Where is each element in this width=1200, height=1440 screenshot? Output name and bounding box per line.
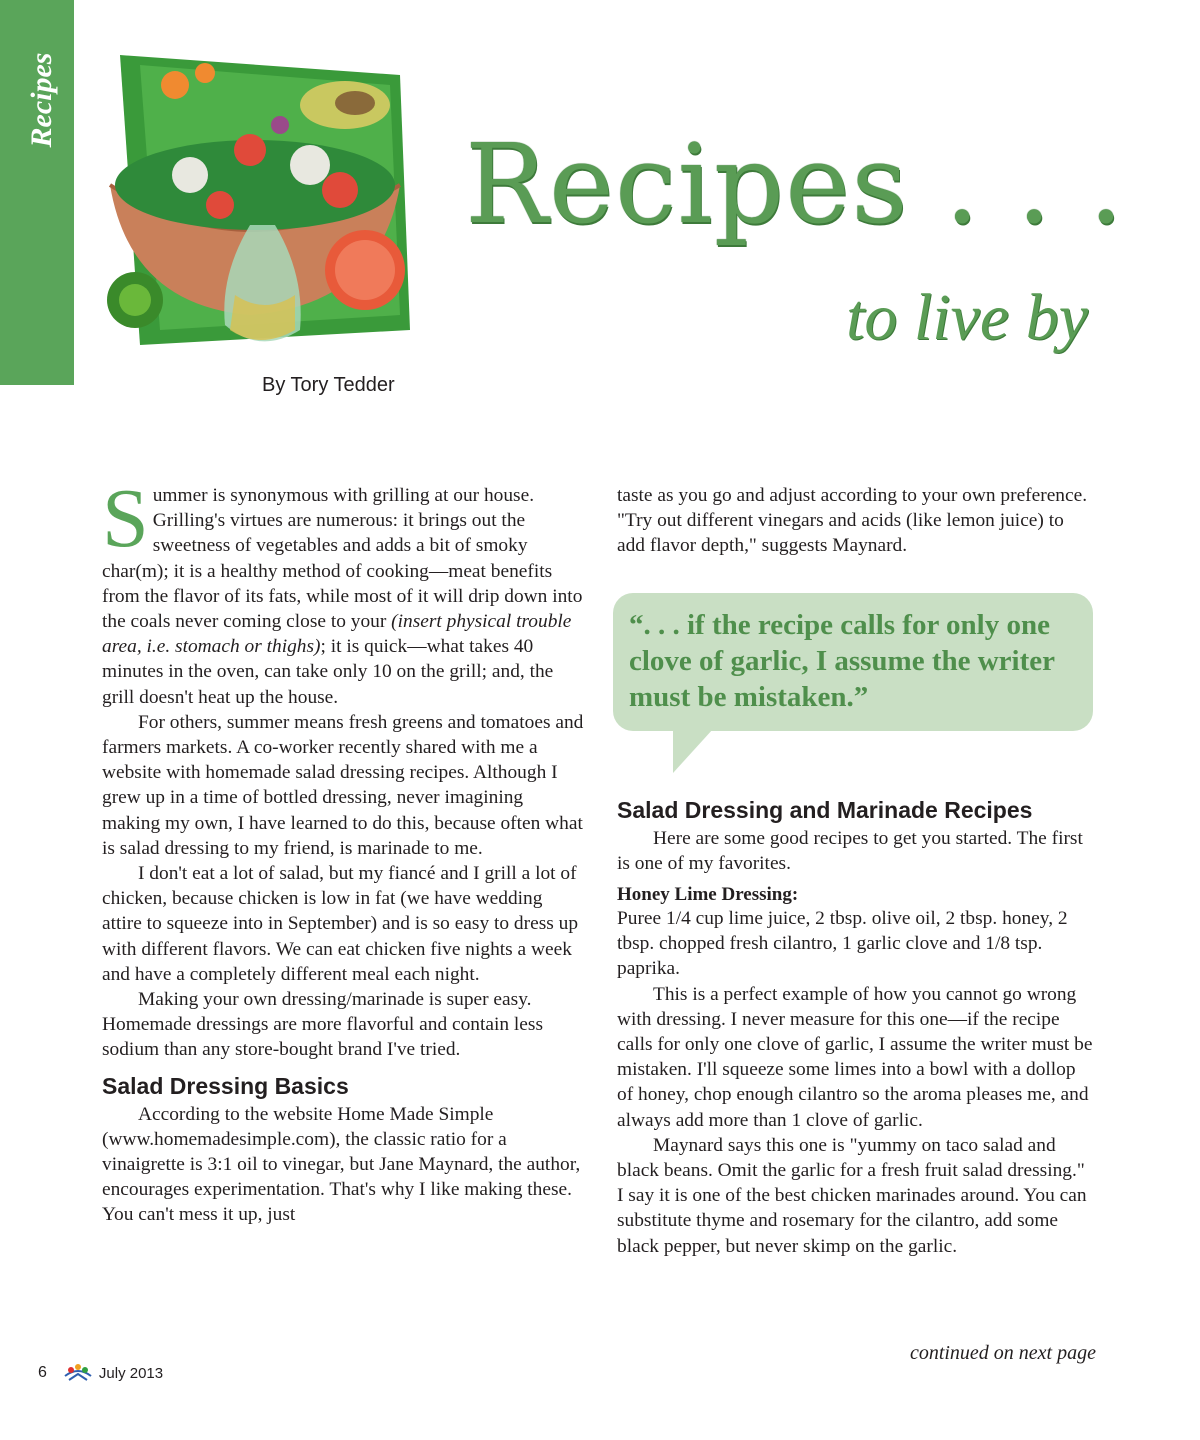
intro-text: ummer is synonymous with grilling at our house. Grilling's virtues are numerous: it brings out the sweetness of vegetables and adds a bit of smoky char(m); it is a healthy method of cooking—meat benefits from the flavor of its fats, while most of it will drip down into the coals never coming close to your — [102, 485, 583, 633]
article-title: Recipes . . . — [465, 120, 1125, 248]
section-heading-basics: Salad Dressing Basics — [102, 1072, 349, 1099]
issue-date: July 2013 — [98, 1364, 164, 1382]
right-column — [617, 483, 1095, 1259]
pull-quote — [613, 593, 1095, 731]
paragraph-perfect-example: This is a perfect example of how you cannot go wrong with dressing. I never measure for this one—if the recipe calls for only one clove of garlic, I assume the writer must be mistaken. I'll squeeze some limes into a bowl with a dollop of honey, chop enough cilantro so the aroma pleases me, and always add more than 1 clove of garlic. — [617, 983, 1093, 1131]
left-column — [102, 472, 584, 1228]
section-heading-recipes: Salad Dressing and Marinade Recipes — [617, 796, 1033, 823]
section-tab-label: Recipes — [25, 52, 58, 148]
continued-note: continued on next page — [909, 1342, 1096, 1364]
intro-paragraph — [102, 472, 584, 710]
paragraph-basics: According to the website Home Made Simple (www.homemadesimple.com), the classic ratio for a vinaigrette is 3:1 oil to vinegar, but Jane Maynard, the author, encourages experimentation. That's why I like making these. You can't mess it up, just — [102, 1103, 581, 1226]
drop-cap: S — [102, 472, 149, 565]
paragraph-maynard: Maynard says this one is "yummy on taco salad and black beans. Omit the garlic for a fresh fruit salad dressing." I say it is one of the best chicken marinades around. You can substitute thyme and rosemary for the cilantro, add some black pepper, but never skimp on the garlic. — [617, 1134, 1087, 1257]
speech-bubble-tail-icon — [673, 729, 713, 773]
paragraph-continued: taste as you go and adjust according to your own preference. "Try out different vinegars and acids (like lemon juice) to add flavor depth," suggests Maynard. — [617, 485, 1088, 557]
paragraph-chicken: I don't eat a lot of salad, but my fiancé and I grill a lot of chicken, because chicken is low in fat (we have wedding attire to squeeze into in September) and is so easy to dress up with different flavors. We can eat chicken five nights a week and have a completely different meal each night. — [102, 863, 579, 985]
intro-italic-aside: (insert physical trouble area, i.e. stomach or thighs) — [102, 611, 572, 658]
article-subtitle: to live by — [846, 281, 1088, 354]
intro-text-end: ; it is quick—what takes 40 minutes in the oven, can take only 10 on the grill; and, the grill doesn't heat up the house. — [102, 636, 554, 708]
recipe-instructions: Puree 1/4 cup lime juice, 2 tbsp. olive oil, 2 tbsp. honey, 2 tbsp. chopped fresh cilantro, 1 garlic clove and 1/8 tsp. paprika. — [617, 908, 1068, 980]
publication-logo-icon — [63, 1362, 93, 1384]
paragraph-homemade: Making your own dressing/marinade is super easy. Homemade dressings are more flavorful and contain less sodium than any store-bought brand I've tried. — [102, 989, 543, 1061]
paragraph-farmers-markets: For others, summer means fresh greens and tomatoes and farmers markets. A co-worker recently shared with me a website with homemade salad dressing recipes. Although I grew up in a time of bottled dressing, never imagining making my own, I have learned to do this, because often what is salad dressing to my friend, is marinade to me. — [102, 711, 584, 859]
page-number: 6 — [38, 1364, 47, 1381]
section-tab — [0, 0, 74, 385]
salad-bowl-illustration — [100, 45, 420, 360]
page-footer — [38, 1362, 163, 1384]
recipe-name: Honey Lime Dressing: — [617, 884, 799, 906]
byline: By Tory Tedder — [262, 374, 395, 396]
paragraph-recipes-intro: Here are some good recipes to get you started. The first is one of my favorites. — [617, 827, 1083, 874]
pull-quote-text: “. . . if the recipe calls for only one clove of garlic, I assume the writer must be mistaken.” — [613, 593, 1093, 731]
